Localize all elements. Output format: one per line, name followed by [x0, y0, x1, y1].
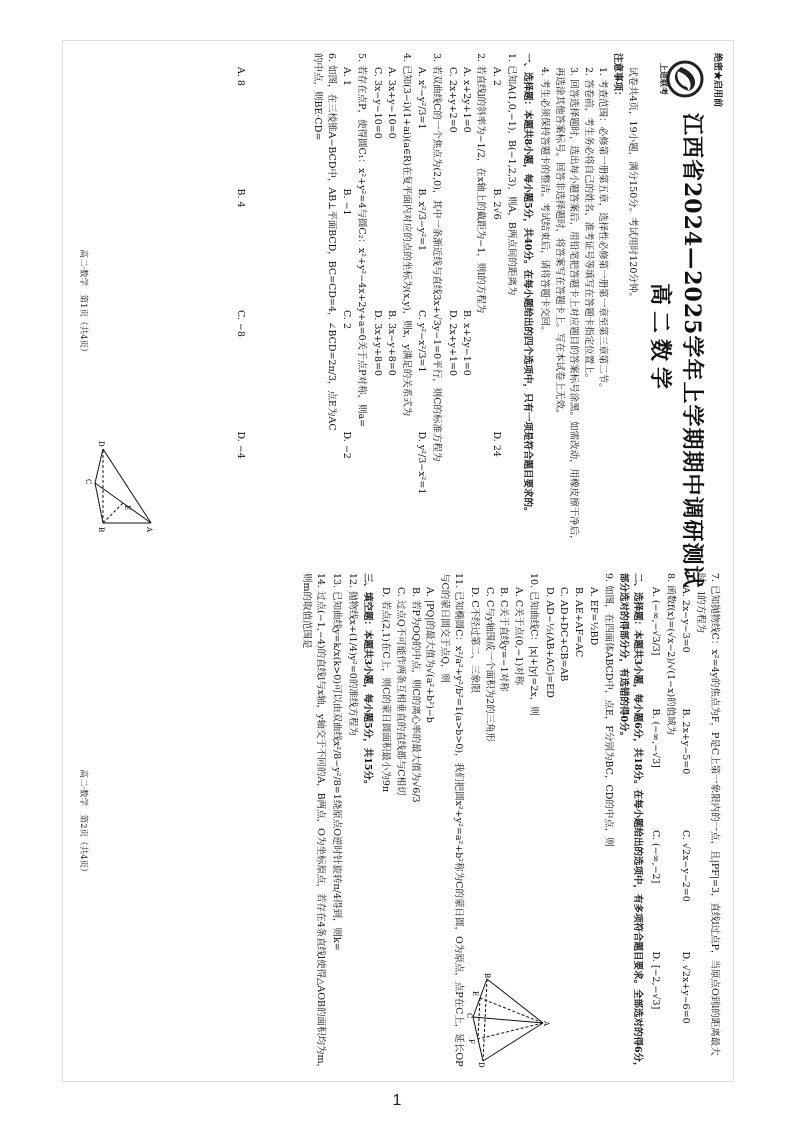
fig-label-e: E: [471, 991, 479, 997]
fig-label-d: D: [477, 1062, 485, 1068]
exam-intro: 试卷共4页，19小题，满分150分。考试用时120分钟。: [627, 67, 638, 302]
fig-label-c: C: [84, 479, 92, 485]
fig-label-d: D: [97, 441, 105, 447]
question-stem: 5. 若存在点P，使得圆C₁：x²+y²=4与圆C₂：x²+y²−4x+2y+a=0关于点P对称，则a=: [356, 53, 368, 428]
option-a: A. (−∞,−√3/3]: [649, 587, 661, 656]
exam-header: [647, 53, 709, 589]
fig-label-a: A: [145, 527, 153, 533]
question-3: [415, 53, 444, 553]
question-stem: 11. 已知椭圆C：x²/a²+y²/b²=1(a>b>0)，我们把圆x²+y²=a²+b²称为C的蒙日圆，O为原点，点P在C上，延长OP与C的蒙日圆交于点Q，则: [439, 573, 464, 1067]
exam-page-1: [73, 53, 723, 589]
publisher-name: 上进联考: [659, 63, 669, 95]
option-c: C. y²−x²/3=1: [416, 310, 428, 373]
option-d: D. 24: [491, 431, 503, 457]
option-c: C. √2x−y−2=0: [680, 830, 692, 902]
question-stem: 4. 已知(3−i)(1+ai)(a∈R)在复平面内对应的点的坐标为(x,y)，则x，y满足的关系式为: [400, 53, 412, 417]
option-b: B. (−∞,−√3]: [649, 708, 661, 768]
figure-tetrahedron-q9: [462, 973, 550, 1069]
question-9: [542, 573, 615, 1073]
option-a: A. x²−y²/3=1: [416, 67, 428, 130]
question-1: [489, 53, 518, 553]
option-a: A. x+2y+1=0: [460, 67, 472, 133]
option-b: B. AE+AF=AC: [573, 587, 585, 658]
question-6: [233, 53, 337, 553]
fig-label-e: E: [123, 505, 131, 511]
question-options: [648, 573, 662, 1073]
question-stem: 1. 已知A(1,0,−1)，B(−1,2,3)，则A，B两点间的距离为: [505, 53, 517, 296]
option-c: C. 3x−y−10=0: [371, 67, 383, 139]
option-b: B. C关于直线y=−1对称: [498, 587, 510, 692]
figure-tetrahedron-q6: [80, 441, 155, 541]
option-b: B. 若P为OQ的中点，则C的离心率的最大值为√6/3: [409, 587, 421, 803]
option-d: D. C不经过第二、三象限: [468, 587, 480, 694]
question-stem: 7. 已知抛物线C：x²=4y的焦点为F，P是C上第一象限内的一点，且|PF|=3，直线l过点P，当原点O到l的距离最大时，l的方程为: [695, 573, 720, 1056]
question-stem: 6. 如图，在三棱锥A−BCD中，AB⊥平面BCD，BC=CD=4，∠BCD=2π/3，点E为AC的中点，则BE·CD=: [311, 53, 337, 431]
question-options: [233, 53, 247, 553]
question-stem: 8. 函数f(x)=(√x−2)/√(1−x)的值域为: [664, 573, 676, 736]
option-c: C. (−∞,−2]: [649, 830, 661, 884]
option-a: A. C关于点(0,−1)对称: [513, 587, 525, 686]
option-c: [489, 310, 503, 432]
option-b: B. 3x−y+8=0: [385, 310, 397, 376]
fig-label-a: A: [542, 1021, 550, 1027]
section-1-heading: 一、选择题：本题共8小题，每小题5分，共40分。在每小题给出的四个选项中，只有一项是符合题目要求的。: [521, 53, 533, 517]
option-c: C. −8: [235, 310, 247, 337]
question-4: [370, 53, 412, 553]
question-stem: 3. 若双曲线C的一个焦点为(2,0)，其中一条渐近线与直线3x+√3y−1=0平行，则C的标准方程为: [431, 53, 443, 462]
option-c: C. C与y轴围成一个面积为2的三角形: [483, 587, 495, 743]
question-options: [378, 573, 436, 1073]
question-13: 13. 已知曲线y=k/x(k>0)可以由双曲线x²/8−y²/8=1绕原点O逆时针旋转π/4得到，则k=: [330, 573, 342, 951]
question-options: [370, 53, 398, 553]
question-stem: 10. 已知曲线C：|x|+|y|=2x，则: [527, 573, 539, 716]
option-b: B. 4: [235, 188, 247, 208]
fig-label-f: F: [467, 1039, 475, 1044]
option-d: D. √2x+y−6=0: [680, 951, 692, 1024]
option-b: B. 2x+y−5=0: [680, 708, 692, 775]
note-item: 4. 考生必须保持答题卡的整洁。考试结束后，请将答题卡交回。: [539, 67, 551, 336]
question-12: 12. 抛物线x+(1/4)y²=0的准线方程为: [346, 573, 358, 736]
option-b: B. 2√6: [491, 188, 503, 220]
page-number: 1: [392, 1092, 402, 1109]
option-d: D. −2: [341, 431, 353, 459]
page-footer-1: 高二·数学 第1页（共4页）: [78, 249, 89, 357]
question-11: [378, 573, 465, 1073]
question-options: [679, 573, 693, 1073]
question-stem: 9. 如图，在四面体ABCD中，点E，F分别为BC，CD的中点，则: [602, 573, 614, 847]
question-5: [340, 53, 369, 553]
section-3-heading: 三、填空题：本题共3小题，每小题5分，共15分。: [362, 573, 374, 790]
question-options: [489, 53, 503, 553]
question-options: [542, 573, 600, 1073]
option-a: A. EF=½BD: [587, 587, 599, 646]
exam-body-left: [233, 53, 639, 553]
fig-label-b: B: [483, 973, 491, 979]
option-d: D. 2x+y+1=0: [446, 310, 458, 377]
exam-subject: 高二数学: [647, 283, 673, 396]
option-b: B. x+2y−1=0: [460, 310, 472, 376]
option-d: D. AD−½(AB+AC)=ED: [543, 587, 555, 698]
option-c: C. AD+DC+CB=AB: [558, 587, 570, 682]
scanned-exam-page: [62, 40, 734, 1082]
option-a: A. 2: [491, 67, 503, 86]
question-8: [648, 573, 677, 1073]
option-d: D. 3x+y+8=0: [371, 310, 383, 377]
option-c: C. 2x+y+2=0: [446, 67, 458, 133]
fig-label-c: C: [465, 1013, 473, 1019]
exam-page-2: [73, 573, 723, 1073]
question-options: [415, 53, 429, 553]
note-item: 3. 回答选择题时，选出每小题答案后，用铅笔把答题卡上对应题目的答案标号涂黑。如需改动，用橡皮擦干净后，再选涂其他答案标号。回答非选择题时，将答案写在答题卡上。写在本试卷上无效。: [554, 67, 579, 545]
option-d: D. y²/3−x²=1: [416, 431, 428, 495]
option-d: D. [−2,−√3]: [649, 951, 661, 1010]
question-options: [340, 53, 354, 553]
secret-mark: 绝密★启用前: [712, 53, 722, 108]
option-c: C. 过点Q不可能作两条互相垂直的直线都与C相切: [394, 587, 406, 796]
option-a: A. 8: [235, 67, 247, 86]
option-a: A. 1: [341, 67, 353, 86]
rotated-exam-sheet: [63, 41, 733, 1081]
fig-label-b: B: [97, 527, 105, 533]
notes-title: 注意事项：: [612, 53, 624, 101]
note-item: 2. 答卷前，考生务必将自己的姓名、准考证号等填写在答题卡指定位置上。: [582, 67, 594, 384]
exam-title: 江西省2024—2025学年上学期期中调研测试: [679, 113, 705, 589]
question-stem: 2. 若直线l的斜率为−1/2，在x轴上的截距为−1，则l的方程为: [475, 53, 487, 314]
question-7: [679, 573, 721, 1073]
note-item: 1. 考查范围：必修第一册第五章，选择性必修第一册第一章至第三章第二节。: [597, 67, 609, 393]
option-a: A. |PQ|的最大值为√(a²+b²)−b: [424, 587, 436, 723]
question-options: [445, 53, 473, 553]
option-a: A. 2x−y−3=0: [680, 587, 692, 653]
option-b: B. −1: [341, 188, 353, 216]
page-footer-2: 高二·数学 第2页（共4页）: [78, 769, 89, 877]
option-d: D. 若点(2,1)在C上，则C的蒙日圆面积最小为9π: [380, 587, 392, 793]
question-14: 14. 过点(−1,−4)的直线l与x轴，y轴交于不同的A，B两点，O为坐标原点，若存在4条直线l使得△AOB的面积均为m，则m的取值范围是: [301, 573, 327, 1073]
question-2: [445, 53, 487, 553]
option-d: D. −4: [235, 431, 247, 459]
section-2-heading: 二、选择题：本题共3小题，每小题6分，共18分。在每小题给出的选项中，有多项符合题目要求。全部选对的得6分，部分选对的得部分分，有选错的得0分。: [618, 573, 644, 1072]
option-b: B. x²/3−y²=1: [416, 188, 428, 252]
option-a: A. 3x+y−10=0: [385, 67, 397, 139]
option-c: C. 2: [341, 310, 353, 330]
